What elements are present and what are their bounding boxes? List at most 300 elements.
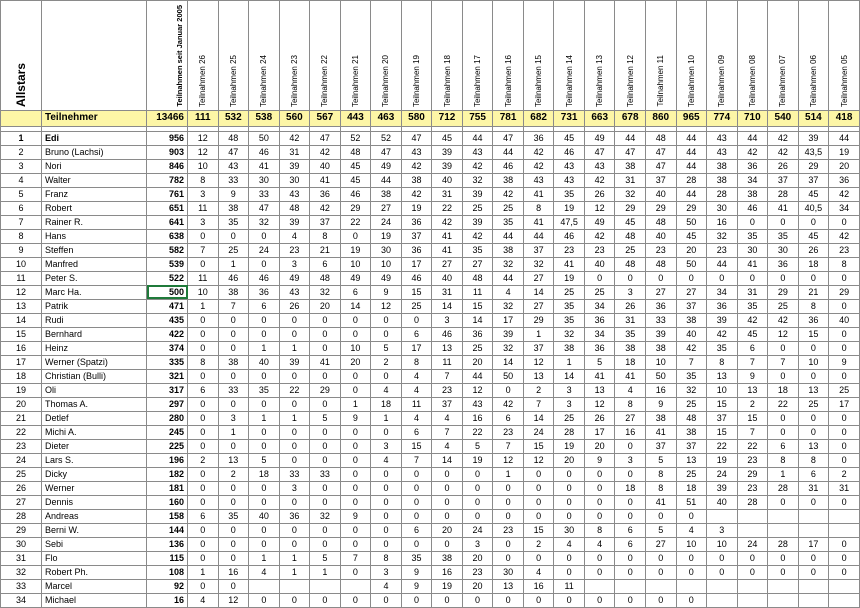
value-cell[interactable]: 14 (432, 299, 463, 313)
value-cell[interactable]: 0 (371, 467, 402, 481)
value-cell[interactable]: 0 (310, 313, 341, 327)
value-cell[interactable]: 32 (493, 299, 524, 313)
value-cell[interactable]: 0 (768, 495, 799, 509)
summary-total[interactable]: 13466 (147, 110, 188, 126)
value-cell[interactable]: 35 (401, 551, 432, 565)
value-cell[interactable]: 15 (523, 439, 554, 453)
value-cell[interactable]: 3 (279, 257, 310, 271)
rank-cell[interactable]: 13 (1, 299, 42, 313)
value-cell[interactable] (768, 509, 799, 523)
value-cell[interactable]: 1 (188, 299, 219, 313)
value-cell[interactable]: 4 (432, 411, 463, 425)
value-cell[interactable]: 23 (737, 453, 768, 467)
value-cell[interactable]: 42 (279, 131, 310, 145)
total-cell[interactable]: 280 (147, 411, 188, 425)
value-cell[interactable]: 24 (371, 215, 402, 229)
value-cell[interactable]: 17 (401, 341, 432, 355)
value-cell[interactable]: 35 (554, 187, 585, 201)
value-cell[interactable]: 45 (432, 131, 463, 145)
summary-cell[interactable]: 463 (371, 110, 402, 126)
value-cell[interactable]: 19 (432, 579, 463, 593)
value-cell[interactable]: 0 (798, 495, 829, 509)
value-cell[interactable]: 38 (645, 341, 676, 355)
value-cell[interactable]: 31 (798, 481, 829, 495)
total-cell[interactable]: 761 (147, 187, 188, 201)
value-cell[interactable]: 25 (798, 397, 829, 411)
value-cell[interactable]: 3 (218, 411, 249, 425)
value-cell[interactable]: 0 (279, 313, 310, 327)
value-cell[interactable] (737, 523, 768, 537)
value-cell[interactable]: 6 (768, 439, 799, 453)
value-cell[interactable]: 14 (432, 453, 463, 467)
value-cell[interactable]: 6 (401, 425, 432, 439)
value-cell[interactable]: 30 (279, 173, 310, 187)
value-cell[interactable]: 0 (310, 537, 341, 551)
column-header-cell[interactable] (707, 1, 738, 111)
value-cell[interactable]: 38 (493, 243, 524, 257)
value-cell[interactable]: 0 (340, 383, 371, 397)
value-cell[interactable]: 0 (615, 593, 646, 607)
rank-cell[interactable]: 21 (1, 411, 42, 425)
participant-name-cell[interactable]: Lars S. (42, 453, 147, 467)
value-cell[interactable]: 0 (188, 369, 219, 383)
value-cell[interactable]: 35 (493, 215, 524, 229)
value-cell[interactable]: 9 (340, 509, 371, 523)
value-cell[interactable]: 32 (523, 257, 554, 271)
value-cell[interactable]: 36 (249, 285, 280, 299)
value-cell[interactable]: 29 (768, 285, 799, 299)
value-cell[interactable]: 0 (768, 551, 799, 565)
value-cell[interactable]: 1 (493, 467, 524, 481)
value-cell[interactable]: 44 (707, 257, 738, 271)
value-cell[interactable]: 23 (584, 243, 615, 257)
value-cell[interactable]: 38 (645, 411, 676, 425)
value-cell[interactable]: 1 (371, 411, 402, 425)
value-cell[interactable]: 0 (737, 271, 768, 285)
value-cell[interactable]: 3 (371, 565, 402, 579)
value-cell[interactable]: 0 (340, 313, 371, 327)
value-cell[interactable]: 10 (707, 537, 738, 551)
value-cell[interactable]: 29 (340, 201, 371, 215)
value-cell[interactable]: 44 (676, 145, 707, 159)
value-cell[interactable]: 0 (340, 425, 371, 439)
value-cell[interactable]: 41 (554, 257, 585, 271)
value-cell[interactable]: 4 (554, 537, 585, 551)
participant-name-cell[interactable]: Berni W. (42, 523, 147, 537)
value-cell[interactable]: 29 (829, 285, 860, 299)
value-cell[interactable]: 21 (798, 285, 829, 299)
participant-name-cell[interactable]: Marcel (42, 579, 147, 593)
value-cell[interactable]: 35 (249, 383, 280, 397)
value-cell[interactable]: 24 (462, 523, 493, 537)
value-cell[interactable]: 0 (188, 425, 219, 439)
value-cell[interactable]: 0 (676, 565, 707, 579)
value-cell[interactable]: 20 (310, 299, 341, 313)
value-cell[interactable]: 29 (645, 201, 676, 215)
value-cell[interactable]: 0 (188, 495, 219, 509)
rank-cell[interactable]: 11 (1, 271, 42, 285)
value-cell[interactable]: 8 (798, 453, 829, 467)
value-cell[interactable]: 8 (401, 355, 432, 369)
total-cell[interactable]: 317 (147, 383, 188, 397)
value-cell[interactable] (768, 593, 799, 607)
value-cell[interactable]: 27 (676, 285, 707, 299)
value-cell[interactable]: 46 (249, 145, 280, 159)
value-cell[interactable]: 0 (523, 481, 554, 495)
column-header-cell[interactable] (310, 1, 341, 111)
summary-cell[interactable]: 712 (432, 110, 463, 126)
value-cell[interactable]: 38 (218, 285, 249, 299)
participant-name-cell[interactable]: Edi (42, 131, 147, 145)
value-cell[interactable] (279, 579, 310, 593)
value-cell[interactable]: 3 (615, 285, 646, 299)
value-cell[interactable]: 51 (676, 495, 707, 509)
value-cell[interactable] (798, 579, 829, 593)
rank-cell[interactable]: 31 (1, 551, 42, 565)
value-cell[interactable]: 0 (188, 229, 219, 243)
value-cell[interactable]: 2 (737, 397, 768, 411)
value-cell[interactable]: 12 (462, 383, 493, 397)
value-cell[interactable]: 27 (371, 201, 402, 215)
summary-cell[interactable]: 567 (310, 110, 341, 126)
value-cell[interactable]: 0 (279, 397, 310, 411)
summary-cell[interactable]: 731 (554, 110, 585, 126)
value-cell[interactable]: 0 (249, 327, 280, 341)
value-cell[interactable]: 0 (432, 467, 463, 481)
value-cell[interactable]: 2 (523, 383, 554, 397)
value-cell[interactable]: 0 (798, 369, 829, 383)
value-cell[interactable] (829, 509, 860, 523)
value-cell[interactable]: 0 (829, 439, 860, 453)
column-header-cell[interactable] (768, 1, 799, 111)
value-cell[interactable]: 42 (737, 313, 768, 327)
value-cell[interactable]: 39 (707, 313, 738, 327)
value-cell[interactable]: 40 (707, 495, 738, 509)
value-cell[interactable]: 41 (645, 495, 676, 509)
value-cell[interactable]: 42 (584, 229, 615, 243)
value-cell[interactable]: 12 (493, 453, 524, 467)
value-cell[interactable]: 0 (829, 495, 860, 509)
value-cell[interactable]: 44 (493, 229, 524, 243)
value-cell[interactable]: 29 (523, 313, 554, 327)
value-cell[interactable]: 25 (676, 467, 707, 481)
value-cell[interactable]: 47 (615, 145, 646, 159)
value-cell[interactable]: 0 (279, 593, 310, 607)
value-cell[interactable]: 38 (676, 425, 707, 439)
value-cell[interactable]: 31 (615, 313, 646, 327)
value-cell[interactable]: 2 (523, 537, 554, 551)
value-cell[interactable]: 3 (432, 313, 463, 327)
value-cell[interactable]: 23 (279, 243, 310, 257)
value-cell[interactable]: 37 (432, 397, 463, 411)
value-cell[interactable]: 22 (432, 201, 463, 215)
value-cell[interactable]: 25 (493, 201, 524, 215)
value-cell[interactable]: 44 (523, 229, 554, 243)
value-cell[interactable]: 37 (798, 173, 829, 187)
value-cell[interactable]: 0 (493, 551, 524, 565)
value-cell[interactable]: 15 (737, 411, 768, 425)
value-cell[interactable]: 19 (371, 229, 402, 243)
value-cell[interactable]: 0 (615, 551, 646, 565)
value-cell[interactable]: 1 (279, 341, 310, 355)
value-cell[interactable]: 50 (645, 369, 676, 383)
value-cell[interactable]: 12 (188, 145, 219, 159)
participant-name-cell[interactable]: Bernhard (42, 327, 147, 341)
value-cell[interactable]: 0 (523, 495, 554, 509)
value-cell[interactable]: 0 (401, 537, 432, 551)
value-cell[interactable]: 43 (707, 131, 738, 145)
value-cell[interactable] (829, 523, 860, 537)
value-cell[interactable]: 24 (249, 243, 280, 257)
total-cell[interactable]: 471 (147, 299, 188, 313)
value-cell[interactable]: 7 (401, 453, 432, 467)
column-header-cell[interactable] (645, 1, 676, 111)
value-cell[interactable]: 0 (584, 565, 615, 579)
rank-cell[interactable]: 16 (1, 341, 42, 355)
value-cell[interactable]: 0 (371, 537, 402, 551)
value-cell[interactable]: 17 (401, 257, 432, 271)
value-cell[interactable]: 0 (798, 565, 829, 579)
value-cell[interactable]: 11 (432, 355, 463, 369)
value-cell[interactable]: 0 (768, 369, 799, 383)
summary-cell[interactable]: 418 (829, 110, 860, 126)
value-cell[interactable]: 43 (523, 173, 554, 187)
value-cell[interactable]: 26 (279, 299, 310, 313)
value-cell[interactable]: 45 (676, 229, 707, 243)
value-cell[interactable]: 5 (462, 439, 493, 453)
value-cell[interactable]: 8 (310, 229, 341, 243)
value-cell[interactable]: 0 (310, 523, 341, 537)
value-cell[interactable]: 1 (279, 411, 310, 425)
value-cell[interactable]: 16 (615, 425, 646, 439)
value-cell[interactable]: 41 (768, 201, 799, 215)
value-cell[interactable]: 13 (584, 383, 615, 397)
value-cell[interactable]: 9 (737, 369, 768, 383)
value-cell[interactable]: 0 (218, 369, 249, 383)
value-cell[interactable]: 47,5 (554, 215, 585, 229)
value-cell[interactable]: 39 (432, 159, 463, 173)
value-cell[interactable]: 32 (493, 257, 524, 271)
value-cell[interactable]: 42 (768, 145, 799, 159)
value-cell[interactable]: 15 (401, 439, 432, 453)
value-cell[interactable]: 7 (432, 425, 463, 439)
total-cell[interactable]: 422 (147, 327, 188, 341)
value-cell[interactable]: 5 (310, 411, 341, 425)
value-cell[interactable]: 6 (188, 509, 219, 523)
value-cell[interactable]: 15 (462, 299, 493, 313)
value-cell[interactable]: 33 (310, 467, 341, 481)
value-cell[interactable]: 0 (676, 509, 707, 523)
value-cell[interactable]: 7 (523, 397, 554, 411)
value-cell[interactable]: 38 (218, 201, 249, 215)
value-cell[interactable]: 8 (615, 397, 646, 411)
value-cell[interactable]: 0 (645, 271, 676, 285)
value-cell[interactable]: 35 (462, 243, 493, 257)
value-cell[interactable]: 0 (188, 481, 219, 495)
value-cell[interactable]: 9 (584, 453, 615, 467)
column-header-cell[interactable] (493, 1, 524, 111)
value-cell[interactable]: 30 (493, 565, 524, 579)
summary-cell[interactable]: 965 (676, 110, 707, 126)
value-cell[interactable]: 3 (554, 383, 585, 397)
value-cell[interactable]: 0 (218, 523, 249, 537)
value-cell[interactable]: 4 (401, 383, 432, 397)
value-cell[interactable]: 25 (401, 299, 432, 313)
value-cell[interactable]: 47 (645, 159, 676, 173)
value-cell[interactable]: 42 (310, 145, 341, 159)
value-cell[interactable]: 0 (188, 397, 219, 411)
value-cell[interactable]: 0 (188, 439, 219, 453)
value-cell[interactable]: 8 (707, 355, 738, 369)
participant-name-cell[interactable]: Nori (42, 159, 147, 173)
value-cell[interactable]: 41 (310, 173, 341, 187)
value-cell[interactable]: 0 (676, 551, 707, 565)
value-cell[interactable]: 0 (279, 425, 310, 439)
value-cell[interactable]: 45 (340, 173, 371, 187)
value-cell[interactable]: 31 (615, 173, 646, 187)
total-cell[interactable]: 182 (147, 467, 188, 481)
value-cell[interactable]: 36 (462, 327, 493, 341)
value-cell[interactable]: 9 (829, 355, 860, 369)
value-cell[interactable]: 7 (432, 369, 463, 383)
value-cell[interactable]: 6 (249, 299, 280, 313)
value-cell[interactable]: 37 (523, 341, 554, 355)
value-cell[interactable]: 11 (401, 397, 432, 411)
participant-name-cell[interactable]: Peter S. (42, 271, 147, 285)
total-cell[interactable]: 374 (147, 341, 188, 355)
value-cell[interactable]: 35 (737, 299, 768, 313)
value-cell[interactable]: 25 (554, 285, 585, 299)
value-cell[interactable]: 6 (401, 327, 432, 341)
value-cell[interactable]: 36 (584, 313, 615, 327)
value-cell[interactable]: 50 (676, 257, 707, 271)
value-cell[interactable]: 23 (829, 243, 860, 257)
value-cell[interactable]: 22 (737, 439, 768, 453)
value-cell[interactable]: 12 (768, 327, 799, 341)
value-cell[interactable]: 0 (615, 439, 646, 453)
participant-name-cell[interactable]: Bruno (Lachsi) (42, 145, 147, 159)
participant-name-cell[interactable]: Dennis (42, 495, 147, 509)
value-cell[interactable] (737, 579, 768, 593)
value-cell[interactable]: 45 (340, 159, 371, 173)
value-cell[interactable]: 42 (310, 201, 341, 215)
total-cell[interactable]: 582 (147, 243, 188, 257)
value-cell[interactable]: 3 (371, 439, 402, 453)
value-cell[interactable] (310, 579, 341, 593)
value-cell[interactable]: 48 (218, 131, 249, 145)
value-cell[interactable]: 1 (249, 551, 280, 565)
rank-cell[interactable]: 12 (1, 285, 42, 299)
value-cell[interactable]: 0 (310, 453, 341, 467)
value-cell[interactable]: 22 (707, 439, 738, 453)
value-cell[interactable]: 24 (523, 425, 554, 439)
value-cell[interactable]: 0 (554, 593, 585, 607)
value-cell[interactable]: 36 (798, 313, 829, 327)
value-cell[interactable]: 4 (676, 523, 707, 537)
value-cell[interactable]: 8 (829, 257, 860, 271)
value-cell[interactable]: 35 (737, 229, 768, 243)
value-cell[interactable]: 0 (645, 565, 676, 579)
value-cell[interactable]: 46 (249, 271, 280, 285)
value-cell[interactable]: 43 (554, 173, 585, 187)
value-cell[interactable]: 40 (829, 313, 860, 327)
value-cell[interactable]: 18 (615, 355, 646, 369)
rank-cell[interactable]: 22 (1, 425, 42, 439)
value-cell[interactable]: 12 (584, 397, 615, 411)
value-cell[interactable]: 26 (584, 187, 615, 201)
value-cell[interactable]: 3 (279, 481, 310, 495)
value-cell[interactable] (707, 579, 738, 593)
value-cell[interactable]: 0 (645, 551, 676, 565)
value-cell[interactable]: 0 (829, 341, 860, 355)
value-cell[interactable]: 6 (310, 257, 341, 271)
rank-cell[interactable]: 25 (1, 467, 42, 481)
value-cell[interactable]: 0 (829, 369, 860, 383)
value-cell[interactable]: 16 (218, 565, 249, 579)
value-cell[interactable]: 0 (432, 509, 463, 523)
value-cell[interactable]: 15 (401, 285, 432, 299)
value-cell[interactable]: 0 (432, 481, 463, 495)
value-cell[interactable]: 30 (768, 243, 799, 257)
value-cell[interactable]: 36 (401, 215, 432, 229)
value-cell[interactable]: 6 (340, 285, 371, 299)
rank-cell[interactable]: 4 (1, 173, 42, 187)
value-cell[interactable]: 0 (401, 313, 432, 327)
value-cell[interactable]: 47 (218, 145, 249, 159)
value-cell[interactable]: 48 (645, 257, 676, 271)
value-cell[interactable]: 0 (645, 509, 676, 523)
value-cell[interactable]: 7 (737, 355, 768, 369)
value-cell[interactable]: 0 (218, 537, 249, 551)
value-cell[interactable]: 15 (707, 425, 738, 439)
value-cell[interactable]: 34 (737, 173, 768, 187)
value-cell[interactable]: 38 (432, 551, 463, 565)
value-cell[interactable]: 37 (645, 173, 676, 187)
value-cell[interactable]: 0 (523, 467, 554, 481)
value-cell[interactable]: 37 (676, 299, 707, 313)
value-cell[interactable]: 0 (340, 229, 371, 243)
participant-name-cell[interactable]: Manfred (42, 257, 147, 271)
total-cell[interactable]: 435 (147, 313, 188, 327)
value-cell[interactable]: 32 (676, 383, 707, 397)
value-cell[interactable] (768, 579, 799, 593)
value-cell[interactable]: 0 (340, 593, 371, 607)
value-cell[interactable]: 48 (676, 411, 707, 425)
participant-name-cell[interactable]: Christian (Bulli) (42, 369, 147, 383)
column-header-cell[interactable] (829, 1, 860, 111)
column-header-cell[interactable] (523, 1, 554, 111)
total-cell[interactable]: 181 (147, 481, 188, 495)
value-cell[interactable]: 0 (462, 467, 493, 481)
value-cell[interactable]: 46 (218, 271, 249, 285)
value-cell[interactable]: 0 (798, 425, 829, 439)
value-cell[interactable]: 16 (645, 383, 676, 397)
value-cell[interactable]: 19 (401, 201, 432, 215)
value-cell[interactable]: 20 (554, 453, 585, 467)
value-cell[interactable]: 0 (249, 481, 280, 495)
value-cell[interactable]: 9 (401, 565, 432, 579)
value-cell[interactable]: 46 (401, 271, 432, 285)
value-cell[interactable]: 31 (829, 481, 860, 495)
value-cell[interactable]: 33 (279, 467, 310, 481)
value-cell[interactable]: 10 (340, 341, 371, 355)
value-cell[interactable]: 7 (676, 355, 707, 369)
value-cell[interactable]: 0 (829, 271, 860, 285)
value-cell[interactable]: 1 (279, 551, 310, 565)
value-cell[interactable]: 44 (493, 145, 524, 159)
rank-cell[interactable]: 27 (1, 495, 42, 509)
value-cell[interactable]: 43 (218, 159, 249, 173)
